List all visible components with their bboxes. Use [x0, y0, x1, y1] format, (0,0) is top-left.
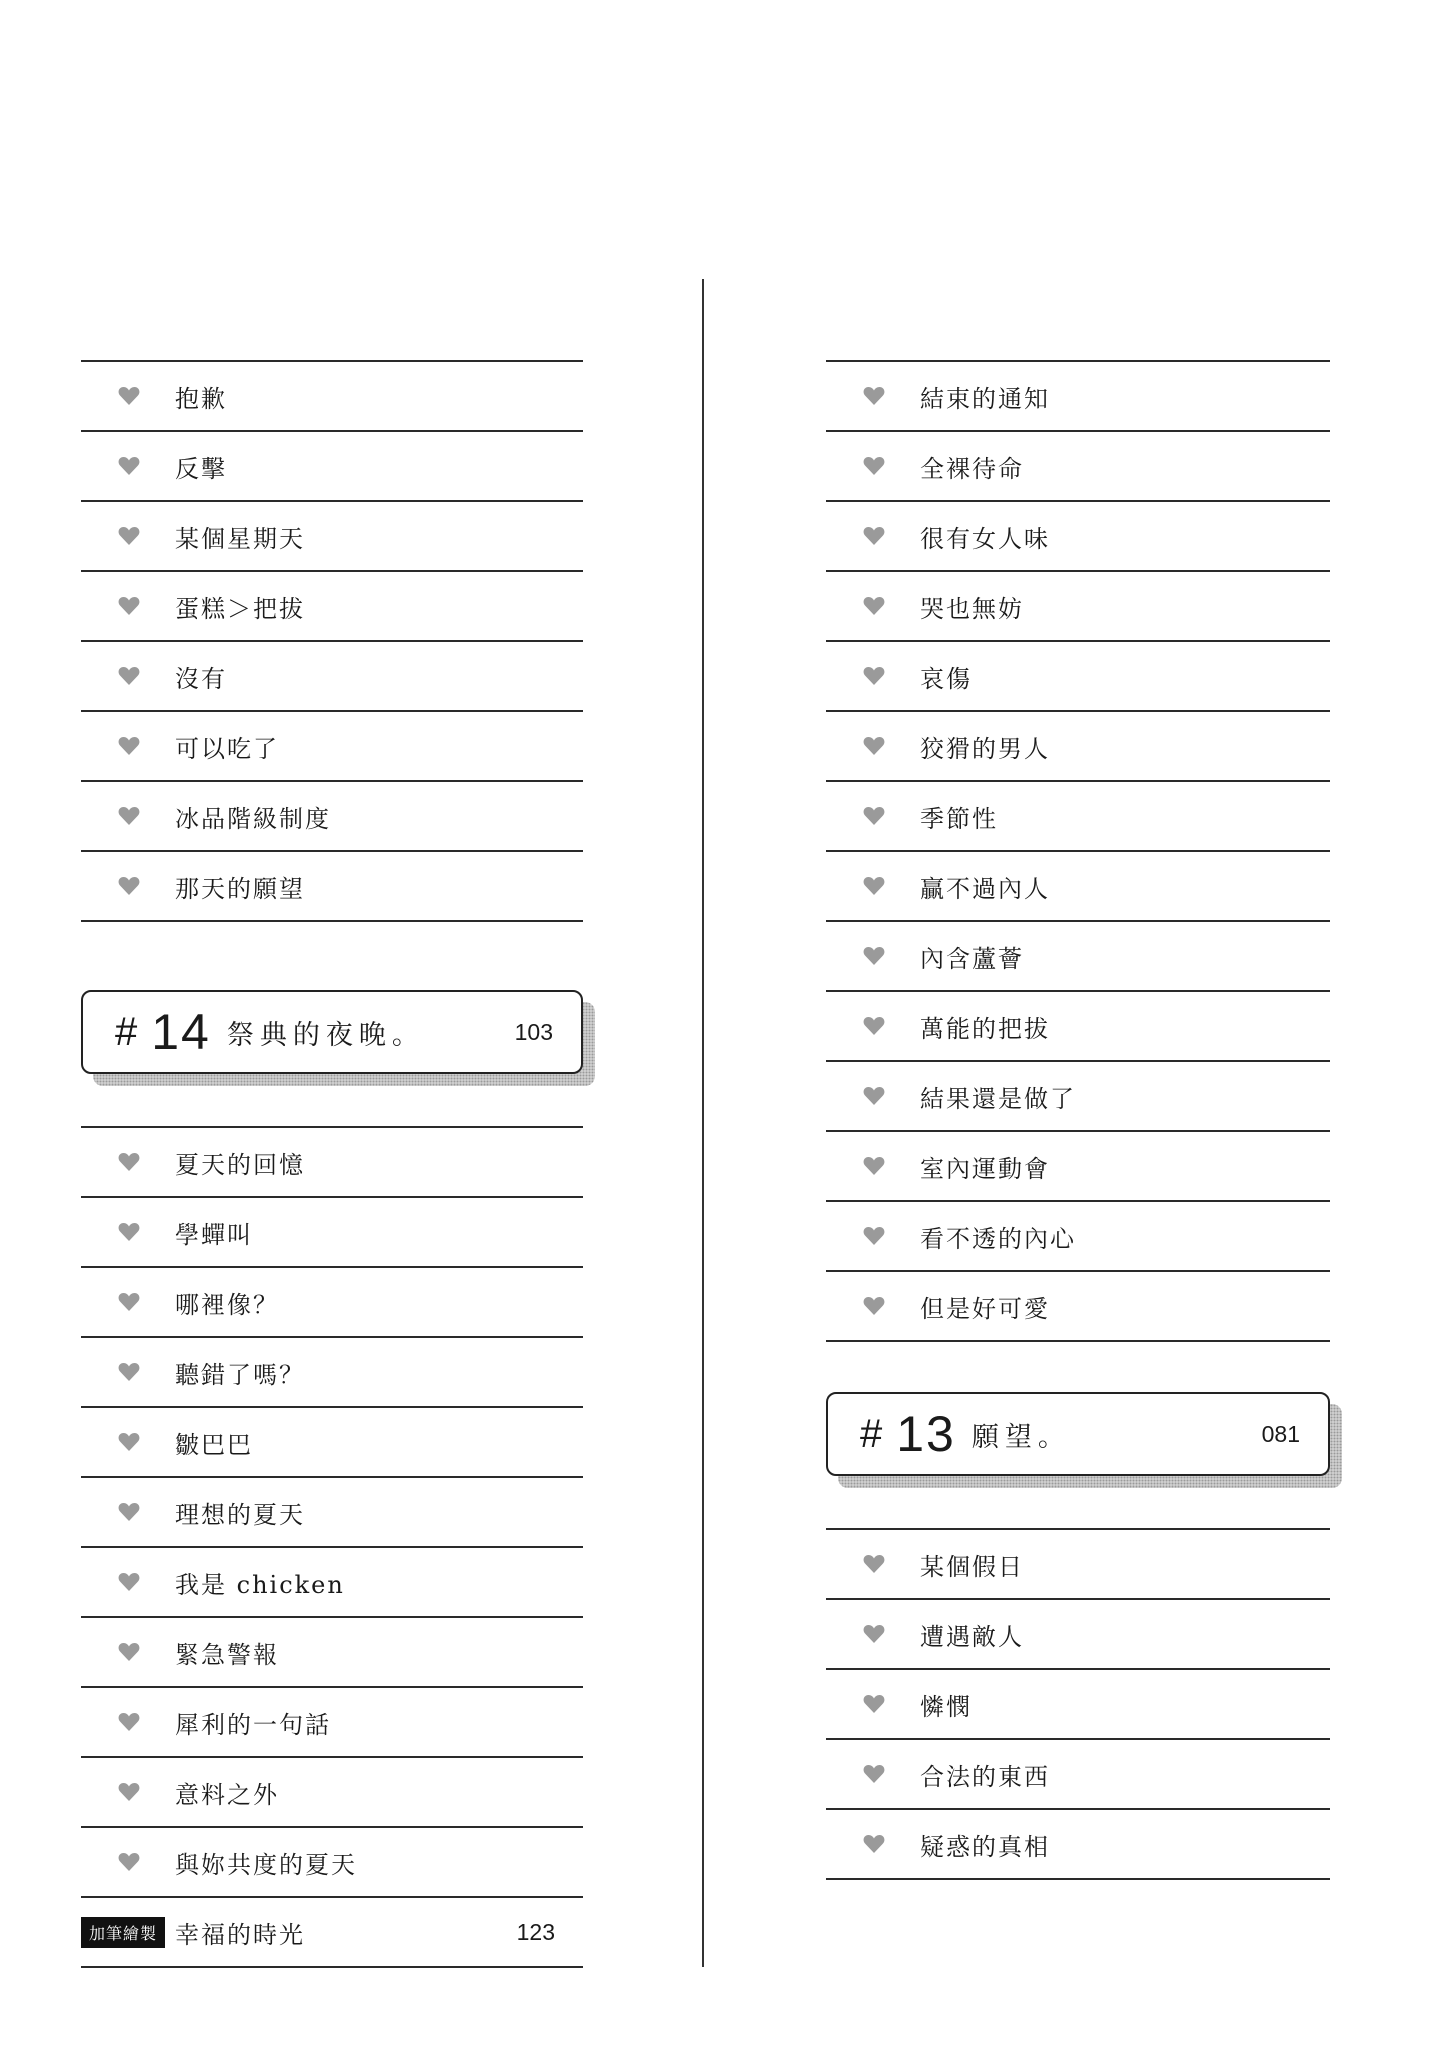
toc-entry[interactable]	[81, 1128, 583, 1196]
toc-entry[interactable]	[826, 642, 1330, 710]
toc-entry-label: 與妳共度的夏天	[175, 1850, 357, 1879]
toc-entry[interactable]	[81, 362, 583, 430]
toc-entry-label: 哪裡像？	[175, 1290, 279, 1319]
heart-icon	[863, 1156, 885, 1176]
toc-entry-label: 理想的夏天	[175, 1500, 305, 1529]
toc-entry-label: 疑惑的真相	[920, 1832, 1050, 1861]
toc-entry-label: 室內運動會	[920, 1154, 1050, 1183]
toc-entry[interactable]	[81, 1618, 583, 1686]
chapter-page-number: 103	[514, 1018, 553, 1045]
chapter-13-header[interactable]	[826, 1392, 1330, 1476]
toc-entry-label: 狡猾的男人	[920, 734, 1050, 763]
heart-icon	[863, 736, 885, 756]
toc-entry-label: 那天的願望	[175, 874, 305, 903]
rule	[826, 1878, 1330, 1880]
toc-entry[interactable]	[826, 852, 1330, 920]
heart-icon	[118, 1502, 140, 1522]
toc-entry[interactable]	[826, 362, 1330, 430]
toc-entry[interactable]	[826, 1670, 1330, 1738]
toc-entry-label: 某個假日	[920, 1552, 1024, 1581]
toc-entry[interactable]	[81, 1268, 583, 1336]
heart-icon	[118, 1432, 140, 1452]
toc-entry-label: 季節性	[920, 804, 998, 833]
toc-entry[interactable]	[81, 712, 583, 780]
toc-entry[interactable]	[826, 1062, 1330, 1130]
heart-icon	[118, 1642, 140, 1662]
chapter-title: 願望。	[971, 1421, 1071, 1453]
heart-icon	[863, 666, 885, 686]
toc-entry[interactable]	[826, 1740, 1330, 1808]
toc-entry-label: 學蟬叫	[175, 1220, 253, 1249]
heart-icon	[118, 806, 140, 826]
toc-entry-label: 贏不過內人	[920, 874, 1050, 903]
toc-entry-label: 哭也無妨	[920, 594, 1024, 623]
chapter-hash: #	[115, 1009, 138, 1054]
heart-icon	[863, 1764, 885, 1784]
toc-entry-label: 緊急警報	[175, 1640, 279, 1669]
toc-left-column	[81, 360, 583, 1968]
extra-title: 幸福的時光	[175, 1920, 306, 1949]
toc-entry[interactable]	[81, 852, 583, 920]
heart-icon	[863, 876, 885, 896]
toc-entry[interactable]	[81, 1338, 583, 1406]
toc-entry-label: 聽錯了嗎？	[175, 1360, 305, 1389]
toc-entry-label: 合法的東西	[920, 1762, 1050, 1791]
chapter-page-number: 081	[1261, 1420, 1300, 1447]
toc-entry-label: 但是好可愛	[920, 1294, 1050, 1323]
toc-entry[interactable]	[826, 992, 1330, 1060]
rule	[81, 1966, 583, 1968]
chapter-number: 13	[896, 1406, 956, 1462]
toc-entry[interactable]	[826, 502, 1330, 570]
toc-entry[interactable]	[81, 1548, 583, 1616]
toc-entry-label: 萬能的把拔	[920, 1014, 1050, 1043]
heart-icon	[863, 1834, 885, 1854]
toc-entry[interactable]	[826, 782, 1330, 850]
heart-icon	[863, 526, 885, 546]
chapter-14-header[interactable]	[81, 990, 583, 1074]
toc-entry-label: 反擊	[175, 454, 227, 483]
toc-entry-label: 我是 chicken	[175, 1570, 345, 1599]
extra-badge: 加筆繪製	[81, 1917, 165, 1948]
toc-entry[interactable]	[826, 432, 1330, 500]
toc-entry[interactable]	[81, 642, 583, 710]
toc-entry-label: 蛋糕＞把拔	[175, 594, 305, 623]
heart-icon	[863, 456, 885, 476]
toc-entry-label: 內含蘆薈	[920, 944, 1024, 973]
heart-icon	[118, 1712, 140, 1732]
toc-entry-label: 全裸待命	[920, 454, 1024, 483]
heart-icon	[863, 1226, 885, 1246]
heart-icon	[118, 596, 140, 616]
toc-entry[interactable]	[826, 1810, 1330, 1878]
toc-entry-label: 憐憫	[920, 1692, 972, 1721]
heart-icon	[863, 386, 885, 406]
heart-icon	[118, 1152, 140, 1172]
toc-entry[interactable]	[81, 502, 583, 570]
heart-icon	[863, 1624, 885, 1644]
heart-icon	[118, 1222, 140, 1242]
heart-icon	[118, 1362, 140, 1382]
toc-entry-label: 夏天的回憶	[175, 1150, 305, 1179]
heart-icon	[118, 666, 140, 686]
toc-right-column	[826, 360, 1330, 1880]
toc-entry-label: 意料之外	[175, 1780, 279, 1809]
heart-icon	[863, 1296, 885, 1316]
heart-icon	[118, 1782, 140, 1802]
heart-icon	[863, 596, 885, 616]
toc-entry[interactable]	[826, 922, 1330, 990]
extra-chapter-entry[interactable]	[81, 1898, 583, 1966]
toc-entry-label: 看不透的內心	[920, 1224, 1076, 1253]
heart-icon	[863, 1016, 885, 1036]
heart-icon	[118, 1292, 140, 1312]
heart-icon	[863, 1554, 885, 1574]
toc-entry[interactable]	[81, 432, 583, 500]
toc-entry[interactable]	[826, 1600, 1330, 1668]
toc-entry-label: 很有女人味	[920, 524, 1050, 553]
toc-entry[interactable]	[826, 1530, 1330, 1598]
heart-icon	[118, 526, 140, 546]
toc-entry[interactable]	[826, 1272, 1330, 1340]
chapter-title: 祭典的夜晚。	[226, 1019, 425, 1051]
toc-entry[interactable]	[826, 712, 1330, 780]
toc-entry[interactable]	[81, 1478, 583, 1546]
toc-entry[interactable]	[81, 572, 583, 640]
toc-entry-label: 某個星期天	[175, 524, 305, 553]
heart-icon	[118, 876, 140, 896]
heart-icon	[863, 1694, 885, 1714]
toc-entry[interactable]	[81, 1198, 583, 1266]
extra-page-number: 123	[516, 1918, 555, 1945]
toc-entry[interactable]	[81, 1828, 583, 1896]
toc-entry-label: 犀利的一句話	[175, 1710, 331, 1739]
toc-entry[interactable]	[826, 1132, 1330, 1200]
heart-icon	[118, 736, 140, 756]
toc-entry-label: 沒有	[175, 664, 227, 693]
heart-icon	[863, 806, 885, 826]
toc-entry-label: 結果還是做了	[920, 1084, 1076, 1113]
chapter-hash: #	[860, 1411, 883, 1456]
toc-entry[interactable]	[826, 572, 1330, 640]
toc-entry[interactable]	[81, 1758, 583, 1826]
toc-entry[interactable]	[81, 1688, 583, 1756]
toc-entry[interactable]	[81, 1408, 583, 1476]
heart-icon	[118, 1572, 140, 1592]
heart-icon	[118, 1852, 140, 1872]
toc-entry-label: 結束的通知	[920, 384, 1050, 413]
toc-entry-label: 可以吃了	[175, 734, 279, 763]
toc-entry-label: 皺巴巴	[175, 1430, 253, 1459]
heart-icon	[863, 946, 885, 966]
toc-entry[interactable]	[826, 1202, 1330, 1270]
column-divider	[702, 279, 704, 1967]
heart-icon	[118, 456, 140, 476]
toc-entry-label: 遭遇敵人	[920, 1622, 1024, 1651]
toc-entry-label: 抱歉	[175, 384, 227, 413]
toc-entry-label: 冰品階級制度	[175, 804, 331, 833]
heart-icon	[863, 1086, 885, 1106]
toc-entry[interactable]	[81, 782, 583, 850]
toc-entry-label: 哀傷	[920, 664, 972, 693]
heart-icon	[118, 386, 140, 406]
chapter-number: 14	[151, 1004, 211, 1060]
